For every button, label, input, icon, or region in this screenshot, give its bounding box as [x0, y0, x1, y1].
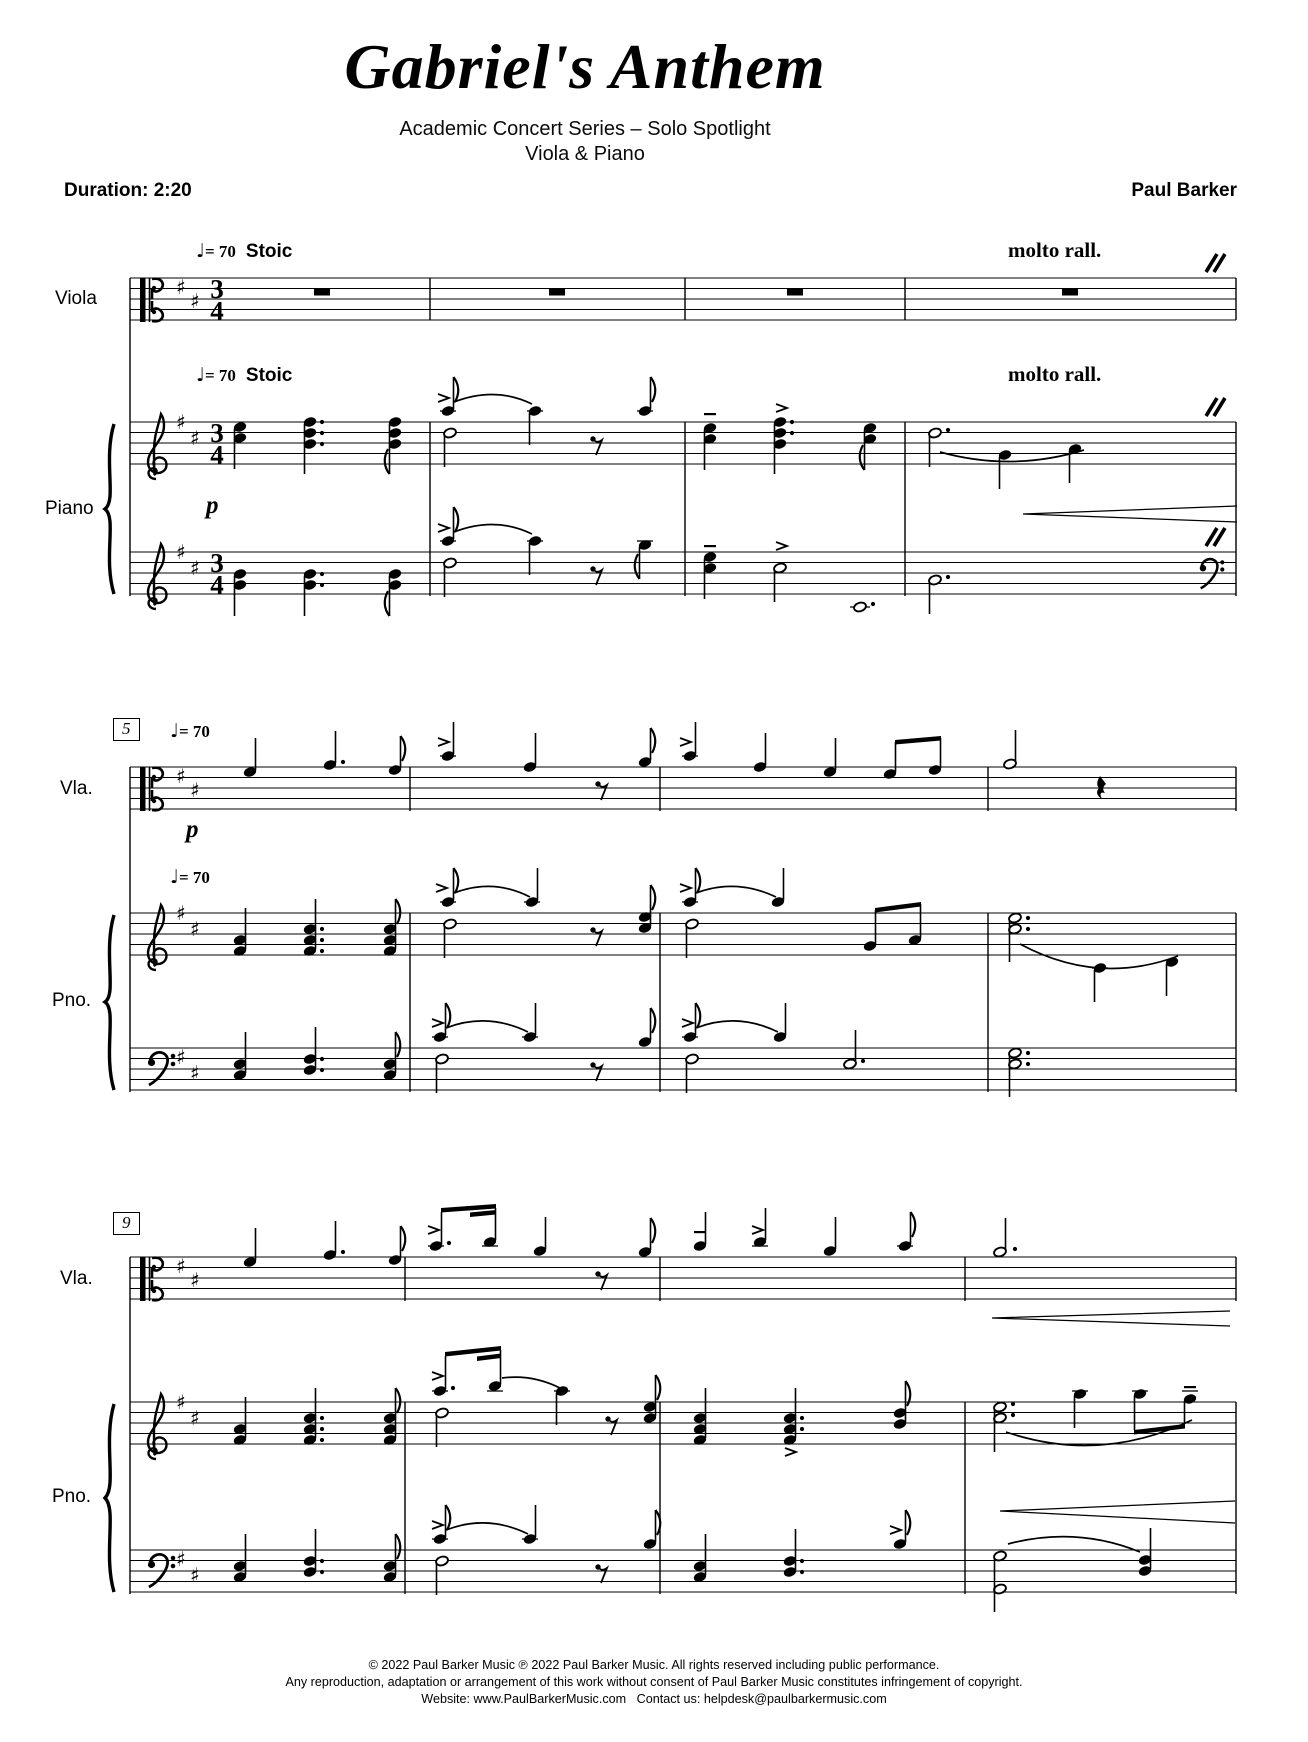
svg-text:♯: ♯ — [190, 289, 200, 313]
viola-rests-system1 — [314, 289, 1078, 296]
svg-text:♯: ♯ — [176, 1547, 186, 1571]
piano-upper-staff-system2 — [130, 913, 1236, 955]
alto-clef-icon — [140, 278, 163, 322]
piano-brace-system1 — [105, 424, 114, 594]
copyright-line-2: Any reproduction, adaptation or arrangement of this work without consent of Paul Barker Music constitutes infringement of copyright. — [285, 1675, 1023, 1689]
piano-lower-notes-system2 — [233, 1003, 1030, 1097]
svg-text:♯: ♯ — [176, 764, 186, 788]
metronome-note-icon: ♩ — [170, 720, 179, 742]
staff-label-pno-system3: Pno. — [52, 1486, 92, 1507]
tempo-marking-viola: ♩= 70 Stoic — [196, 240, 293, 262]
series-subtitle: Academic Concert Series – Solo Spotlight — [399, 118, 771, 140]
piano-lower-staff-system2 — [130, 1048, 1236, 1090]
staff-label-pno-system2: Pno. — [52, 990, 92, 1011]
alto-clef-icon — [140, 767, 163, 811]
svg-text:♯: ♯ — [176, 901, 186, 925]
treble-clef-icon — [148, 414, 167, 479]
rehearsal-mark-9: 9 — [113, 1212, 140, 1235]
treble-clef-icon — [148, 544, 167, 609]
svg-text:♯: ♯ — [190, 1061, 200, 1085]
rehearsal-mark-5: 5 — [113, 718, 140, 741]
piano-lower-staff-system3 — [130, 1550, 1236, 1592]
staff-label-vla-system3: Vla. — [60, 1268, 93, 1289]
svg-text:♯: ♯ — [190, 778, 200, 802]
metronome-note-icon: ♩ — [196, 364, 205, 386]
dynamic-p-system1: p — [206, 492, 219, 519]
contact-line: Website: www.PaulBarkerMusic.com Contact us: helpdesk@paulbarkermusic.com — [421, 1692, 887, 1706]
svg-text:♯: ♯ — [190, 917, 200, 941]
piano-lower-notes-system1 — [233, 507, 950, 616]
staff-label-vla-system2: Vla. — [60, 778, 93, 799]
key-signature-sharps — [176, 275, 200, 1587]
piano-brace-system2 — [105, 915, 114, 1090]
treble-clef-icon — [148, 1394, 167, 1459]
svg-text:♯: ♯ — [190, 1406, 200, 1430]
viola-staff-system1 — [130, 278, 1236, 320]
svg-text:♯: ♯ — [190, 1563, 200, 1587]
duration-label: Duration: 2:20 — [64, 180, 192, 201]
svg-text:♯: ♯ — [176, 1254, 186, 1278]
svg-text:4: 4 — [210, 440, 224, 470]
tempo-marking-piano-m5: ♩= 70 — [170, 866, 210, 888]
svg-text:3: 3 — [210, 548, 224, 578]
svg-text:♯: ♯ — [176, 275, 186, 299]
crescendo-hairpin — [1023, 506, 1237, 522]
crescendo-hairpin — [1000, 1501, 1235, 1523]
svg-text:3: 3 — [210, 274, 224, 304]
svg-text:♯: ♯ — [190, 1268, 200, 1292]
metronome-note-icon: ♩ — [196, 240, 205, 262]
piano-lower-staff-system1 — [130, 552, 1236, 594]
caesura-icon — [1206, 528, 1225, 546]
copyright-line-1: © 2022 Paul Barker Music ℗ 2022 Paul Barker Music. All rights reserved including public performance. — [368, 1658, 940, 1672]
molto-rall-piano: molto rall. — [1008, 362, 1102, 386]
svg-text:♯: ♯ — [190, 426, 200, 450]
staff-label-viola: Viola — [55, 288, 97, 309]
instrumentation: Viola & Piano — [525, 143, 645, 165]
viola-staff-system2 — [130, 767, 1236, 809]
treble-clef-icon — [148, 905, 167, 970]
caesura-icon — [1206, 254, 1225, 272]
svg-text:3: 3 — [210, 418, 224, 448]
composer-name: Paul Barker — [1131, 180, 1237, 201]
page-title: Gabriel's Anthem — [344, 31, 826, 102]
piano-upper-notes-system2 — [233, 868, 1180, 1002]
svg-text:4: 4 — [210, 570, 224, 600]
svg-text:♯: ♯ — [176, 540, 186, 564]
viola-staff-system3 — [130, 1257, 1236, 1299]
svg-text:♯: ♯ — [176, 1390, 186, 1414]
svg-text:♯: ♯ — [190, 556, 200, 580]
piano-brace-system3 — [105, 1404, 114, 1592]
time-signature — [210, 274, 224, 600]
piano-upper-staff-system3 — [130, 1402, 1236, 1444]
tempo-marking-piano: ♩= 70 Stoic — [196, 364, 293, 386]
viola-notes-system3 — [243, 1204, 1017, 1290]
metronome-note-icon: ♩ — [170, 866, 179, 888]
staff-label-piano: Piano — [45, 498, 94, 519]
caesura-icon — [1206, 398, 1225, 416]
tempo-marking-viola-m5: ♩= 70 — [170, 720, 210, 742]
alto-clef-icon — [140, 1257, 163, 1301]
svg-text:♯: ♯ — [176, 1045, 186, 1069]
crescendo-hairpin — [992, 1311, 1230, 1326]
svg-text:4: 4 — [210, 296, 224, 326]
dynamic-p-system2: p — [186, 816, 199, 843]
svg-text:♯: ♯ — [176, 410, 186, 434]
piano-upper-notes-system3 — [233, 1346, 1198, 1456]
piano-lower-notes-system3 — [233, 1505, 1153, 1612]
molto-rall-viola: molto rall. — [1008, 238, 1102, 262]
